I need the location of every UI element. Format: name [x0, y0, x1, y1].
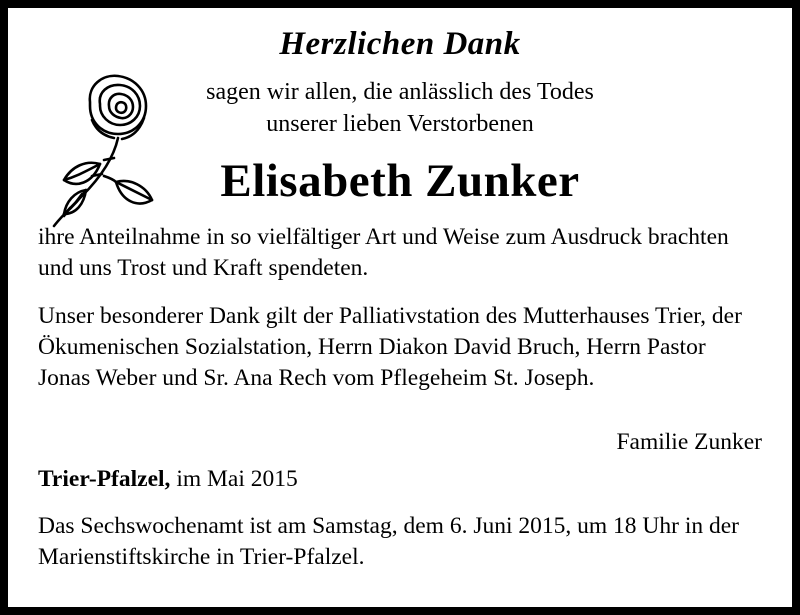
lead-line-2: unserer lieben Verstorbenen: [266, 110, 534, 137]
obituary-content: [8, 26, 792, 607]
place-label: Trier-Pfalzel,: [38, 466, 171, 493]
obituary-card: [8, 8, 792, 607]
service-announcement: Das Sechswochenamt ist am Samstag, dem 6. Juni 2015, um 18 Uhr in der Marienstiftskirche in Trier-Pfalzel.: [38, 513, 739, 570]
rose-icon: [30, 64, 190, 244]
thanks-paragraph: ihre Anteilnahme in so vielfältiger Art und Weise zum Ausdruck brachten und uns Trost und Kraft spendeten.: [38, 224, 729, 281]
deceased-name: Elisabeth Zunker: [220, 155, 580, 208]
place-date-line: [38, 466, 762, 493]
family-signature: Familie Zunker: [616, 429, 762, 456]
lead-line-1: sagen wir allen, die anlässlich des Todes: [206, 79, 594, 105]
date-label: im Mai 2015: [176, 466, 298, 493]
page-title: Herzlichen Dank: [279, 26, 521, 62]
special-thanks-paragraph: Unser besonderer Dank gilt der Palliativstation des Mutterhauses Trier, der Ökumenischen Sozialstation, Herrn Diakon David Bruch, Herrn Pastor Jonas Weber und Sr. Ana Rech vom Pflegeheim St. Joseph.: [38, 303, 742, 391]
